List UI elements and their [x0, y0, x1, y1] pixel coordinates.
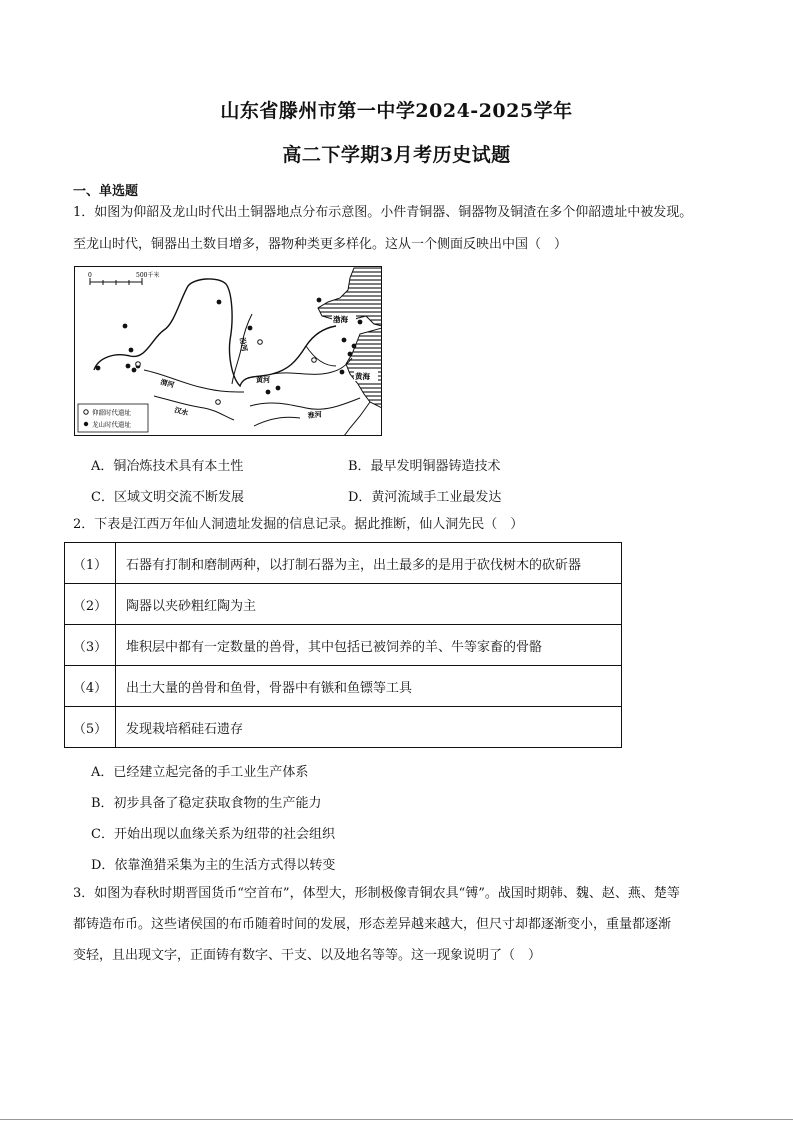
longshan-site [317, 298, 322, 303]
longshan-site [132, 368, 137, 373]
longshan-site [342, 338, 347, 343]
label-weihe: 渭河 [159, 377, 176, 390]
longshan-site [266, 390, 271, 395]
scale-label: 500千米 [136, 272, 160, 279]
row-number: （1） [65, 543, 116, 584]
label-fenhe: 汾河 [238, 336, 250, 353]
q1-option-a[interactable]: A．铜冶炼技术具有本土性 [91, 459, 244, 474]
longshan-site [126, 364, 131, 369]
legend-yangshao: 仰韶时代遗址 [92, 408, 131, 417]
q2-option-b[interactable]: B．初步具备了稳定获取食物的生产能力 [91, 796, 322, 811]
yangshao-site [136, 362, 141, 367]
label-hanshui: 汉水 [173, 405, 190, 418]
section-heading: 一、单选题 [73, 184, 139, 199]
q2-option-d[interactable]: D．依靠渔猎采集为主的生活方式得以转变 [91, 858, 336, 873]
q2-info-table [64, 542, 622, 748]
longshan-site [340, 370, 345, 375]
q1-stem-line1: 1．如图为仰韶及龙山时代出土铜器地点分布示意图。小件青铜器、铜器物及铜渣在多个仰韶遗址中被发现。 [73, 205, 693, 220]
longshan-site [276, 386, 281, 391]
table-row [65, 625, 622, 666]
exam-title-line1: 山东省滕州市第一中学2024-2025学年 [220, 100, 573, 122]
page-bottom-rule [0, 1119, 793, 1120]
row-text: 堆积层中都有一定数量的兽骨，其中包括已被饲养的羊、牛等家畜的骨骼 [116, 625, 622, 666]
longshan-site [352, 344, 357, 349]
row-number: （5） [65, 707, 116, 748]
q3-stem-line2: 都铸造布币。这些诸侯国的布币随着时间的发展，形态差异越来越大，但尺寸却都逐渐变小，重量都逐渐 [73, 917, 672, 932]
map-legend [78, 404, 148, 432]
exam-title-line2: 高二下学期3月考历史试题 [282, 144, 511, 166]
row-text: 发现栽培稻硅石遗存 [116, 707, 622, 748]
q2-stem: 2．下表是江西万年仙人洞遗址发掘的信息记录。据此推断，仙人洞先民（ ） [73, 517, 524, 532]
yangshao-site [312, 358, 317, 363]
longshan-site [129, 348, 134, 353]
q1-option-b[interactable]: B．最早发明铜器铸造技术 [348, 459, 501, 474]
row-text: 出土大量的兽骨和鱼骨，骨器中有镞和鱼镖等工具 [116, 666, 622, 707]
q1-option-d[interactable]: D．黄河流域手工业最发达 [348, 490, 502, 505]
label-huanghe: 黄河 [256, 375, 270, 384]
longshan-site [358, 320, 363, 325]
table-row [65, 543, 622, 584]
scale-zero: 0 [88, 272, 92, 279]
q1-stem-line2: 至龙山时代，铜器出土数目增多，器物种类更多样化。这从一个侧面反映出中国（ ） [73, 237, 568, 252]
label-huanghai: 黄海 [355, 372, 370, 381]
table-row [65, 666, 622, 707]
longshan-site [248, 326, 253, 331]
row-text: 陶器以夹砂粗红陶为主 [116, 584, 622, 625]
q3-stem-line1: 3．如图为春秋时期晋国货币“空首布”，体型大，形制极像青铜农具“镈”。战国时期韩、魏、赵、燕、楚等 [73, 886, 680, 901]
copper-site-distribution-map [74, 266, 382, 436]
q1-option-c[interactable]: C．区域文明交流不断发展 [91, 490, 244, 505]
row-number: （3） [65, 625, 116, 666]
row-text: 石器有打制和磨制两种，以打制石器为主，出土最多的是用于砍伐树木的砍斫器 [116, 543, 622, 584]
label-bohai: 渤海 [333, 315, 348, 324]
q2-option-c[interactable]: C．开始出现以血缘关系为纽带的社会组织 [91, 827, 335, 842]
q2-option-a[interactable]: A．已经建立起完备的手工业生产体系 [91, 765, 309, 780]
row-number: （4） [65, 666, 116, 707]
yangshao-site [216, 400, 221, 405]
yangshao-site [258, 340, 263, 345]
longshan-site [217, 300, 222, 305]
table-row [65, 707, 622, 748]
longshan-site [348, 352, 353, 357]
q3-stem-line3: 变轻，且出现文字，正面铸有数字、干支、以及地名等等。这一现象说明了（ ） [73, 948, 542, 963]
table-row [65, 584, 622, 625]
row-number: （2） [65, 584, 116, 625]
longshan-site [96, 366, 101, 371]
longshan-site [123, 324, 128, 329]
legend-longshan: 龙山时代遗址 [92, 420, 131, 429]
label-huaihe: 淮河 [307, 409, 323, 420]
